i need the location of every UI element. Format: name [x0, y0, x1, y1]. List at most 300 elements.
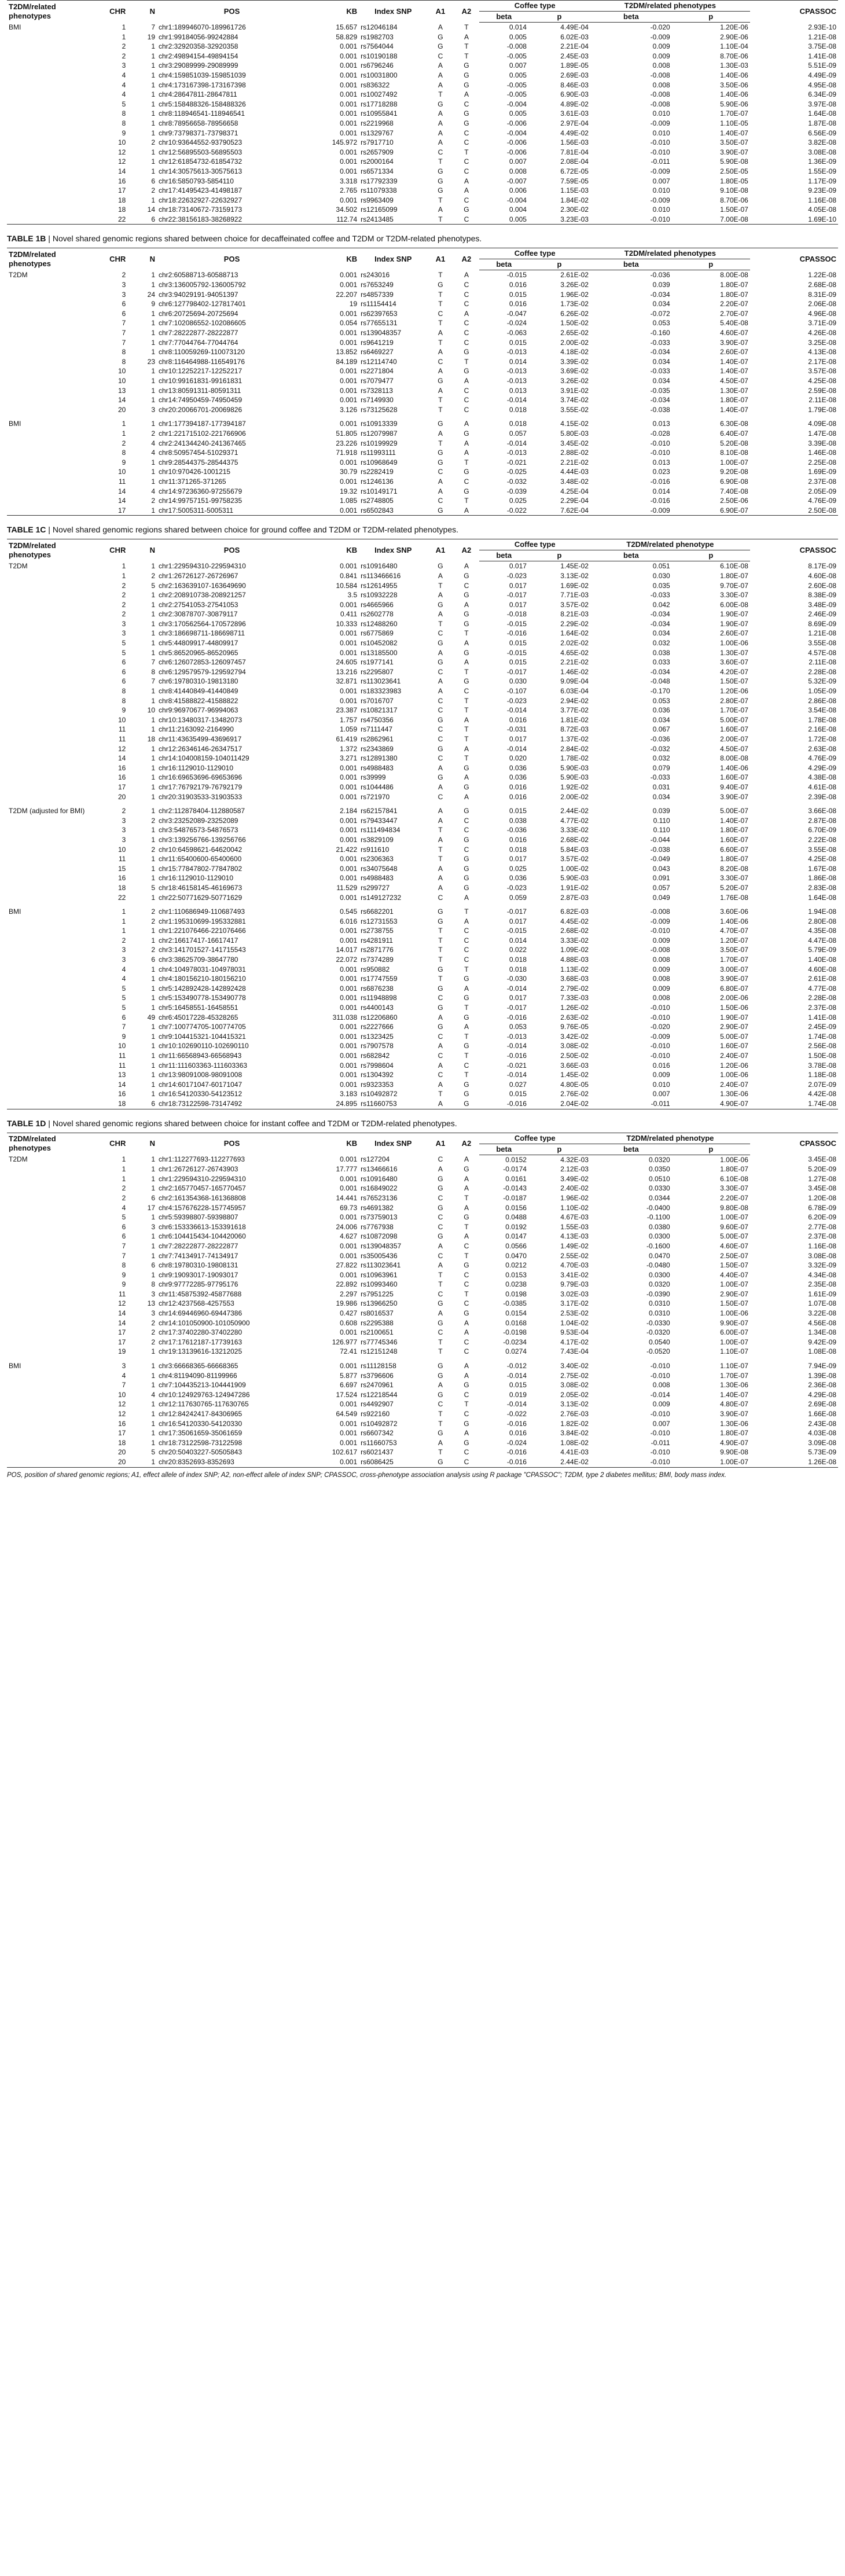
phenotype-label [7, 883, 95, 893]
table-cell: 1.40E-07 [720, 1390, 748, 1399]
table-cell: rs12079987 [361, 429, 398, 438]
table-cell: 0.001 [340, 1155, 358, 1164]
table-cell: 0.005 [479, 215, 528, 225]
phenotype-label [7, 167, 95, 177]
table-cell: 16 [117, 1090, 126, 1098]
phenotype-label [7, 1409, 95, 1419]
table-cell: 0.001 [340, 71, 358, 79]
table-cell: chr8:118946541-118946541 [159, 109, 245, 118]
phenotype-label [7, 1041, 95, 1051]
table-row [7, 1357, 838, 1371]
phenotype-label [7, 1328, 95, 1337]
phenotype-label [7, 1212, 95, 1222]
table-cell: 10 [117, 367, 126, 376]
table-cell: 2 [151, 816, 156, 825]
table-cell: 0.016 [509, 835, 527, 844]
table-cell: 1.46E-02 [560, 667, 589, 676]
table-row [7, 1232, 838, 1241]
table-cell: C [438, 893, 443, 902]
table-cell: 9.80E-08 [720, 1203, 748, 1212]
table-cell: 10 [117, 138, 126, 147]
table-cell: 0.005 [509, 71, 527, 79]
table-row [7, 395, 838, 405]
table-cell: 4.29E-08 [808, 1390, 836, 1399]
table-cell: 1 [151, 600, 156, 609]
table-cell: 0.009 [652, 936, 670, 945]
table-cell: 8.70E-06 [720, 196, 748, 204]
table-cell: chr1:177394187-177394187 [159, 420, 246, 428]
table-cell: 1.80E-07 [720, 855, 748, 863]
table-cell: 3.00E-07 [720, 965, 748, 973]
table-cell: 24.895 [307, 1099, 359, 1109]
table-cell: 5 [122, 1213, 126, 1222]
table-cell: 2.36E-08 [808, 1381, 836, 1390]
table-cell: C [464, 845, 469, 854]
table-cell: 17 [117, 186, 126, 195]
table-cell: 0.001 [340, 629, 358, 638]
table-cell: chr1:189946070-189961726 [159, 23, 246, 31]
table-cell: 0.008 [652, 80, 670, 89]
table-cell: chr4:159851039-159851039 [159, 71, 246, 79]
table-cell: 1 [122, 1165, 126, 1174]
table-cell: 1 [151, 1438, 156, 1447]
table-cell: 7.94E-09 [808, 1362, 836, 1370]
table-row [7, 965, 838, 975]
table-cell: 1.34E-08 [808, 1328, 836, 1337]
table-1b-caption: | Novel shared genomic regions shared between choice for decaffeinated coffee and T2DM or T2DM-related phenotypes. [46, 234, 482, 244]
table-cell: G [464, 487, 469, 495]
table-cell: 1 [151, 281, 155, 289]
table-cell: -0.008 [650, 71, 670, 79]
table-cell: 1.60E-07 [720, 725, 748, 734]
table-cell: 4.60E-07 [720, 329, 748, 337]
table-cell: C [464, 386, 469, 395]
table-cell: 2 [122, 1193, 126, 1202]
table-cell: chr13:98091008-98091008 [159, 1071, 243, 1079]
table-cell: 3.60E-07 [720, 658, 748, 667]
table-1a-continued [7, 0, 838, 225]
table-cell: 84.189 [336, 357, 358, 366]
table-cell: 3.22E-08 [808, 1309, 836, 1318]
table-cell: A [438, 648, 443, 657]
table-cell: 1 [151, 167, 155, 175]
table-cell: rs12731553 [361, 917, 398, 925]
table-cell: 1.40E-07 [720, 816, 748, 825]
table-cell: 1.05E-09 [808, 687, 836, 696]
table-cell: G [438, 600, 443, 609]
table-row [7, 1318, 838, 1328]
table-cell: 0.009 [652, 1071, 670, 1079]
table-cell: chr17:41495423-41498187 [159, 186, 243, 195]
table-cell: -0.016 [650, 477, 670, 486]
table-cell: 18 [147, 735, 156, 743]
table-cell: chr4:157676228-157745957 [159, 1203, 246, 1212]
table-cell: 16 [117, 874, 126, 883]
table-row [7, 357, 838, 367]
table-cell: 0.018 [509, 420, 527, 428]
phenotype-label [7, 657, 95, 667]
table-cell: 0.0470 [505, 1251, 527, 1260]
table-cell: 3 [122, 290, 126, 299]
table-cell: 0.018 [509, 965, 527, 973]
table-cell: 2.00E-02 [560, 338, 589, 347]
table-cell: 1 [151, 696, 156, 705]
table-cell: -0.008 [650, 946, 670, 954]
table-cell: A [438, 835, 443, 844]
table-cell: rs836322 [361, 80, 390, 89]
phenotype-label [7, 52, 95, 61]
table-cell: chr2:161354368-161368808 [159, 1193, 246, 1202]
table-cell: C [464, 196, 469, 204]
table-cell: rs2100651 [361, 1328, 394, 1337]
table-cell: 1.10E-02 [560, 1203, 589, 1212]
table-cell: G [464, 975, 469, 983]
table-row [7, 376, 838, 386]
table-cell: 1 [151, 1241, 156, 1250]
phenotype-label [7, 873, 95, 883]
table-cell: A [464, 1232, 469, 1241]
table-cell: 4.38E-08 [808, 773, 836, 782]
table-cell: 311.038 [332, 1013, 358, 1021]
table-cell: chr8:50957454-51029371 [159, 449, 238, 457]
table-cell: G [438, 1174, 443, 1183]
table-cell: 0.023 [652, 468, 670, 476]
table-cell: G [438, 167, 443, 175]
table-cell: 1 [151, 1381, 156, 1390]
table-row [7, 763, 838, 773]
table-1c-title [7, 524, 838, 535]
table-cell: 4.70E-03 [560, 1261, 589, 1270]
table-cell: 4 [122, 1371, 126, 1380]
table-cell: G [464, 883, 469, 892]
table-cell: 0.841 [340, 571, 358, 580]
table-cell: 0.013 [652, 420, 670, 428]
table-cell: G [464, 648, 469, 657]
table-cell: chr9:19093017-19093017 [159, 1270, 238, 1279]
table-cell: 13 [147, 1299, 156, 1308]
table-row [7, 405, 838, 415]
phenotype-label [7, 42, 95, 52]
table-cell: 2.80E-08 [808, 917, 836, 925]
table-cell: chr3:94029191-94051397 [159, 290, 238, 299]
phenotype-label [7, 1232, 95, 1241]
table-cell: 0.018 [509, 405, 527, 414]
table-cell: 0.0310 [649, 1309, 670, 1318]
table-cell: 3.318 [340, 177, 358, 185]
table-cell: 0.001 [340, 874, 358, 883]
table-cell: 1 [151, 754, 156, 763]
table-cell: 2.68E-02 [560, 927, 589, 935]
phenotype-label [7, 864, 95, 874]
table-cell: -0.023 [506, 571, 527, 580]
table-cell: 1 [151, 639, 156, 648]
table-row [7, 792, 838, 802]
table-cell: T [438, 90, 443, 99]
table-cell: 2.21E-02 [560, 458, 589, 466]
table-cell: chr4:180156210-180156210 [159, 975, 246, 983]
table-row [7, 32, 838, 42]
phenotype-label [7, 376, 95, 386]
table-cell: rs9963409 [361, 196, 394, 204]
table-row [7, 458, 838, 468]
table-cell: C [464, 1410, 469, 1418]
phenotype-label [7, 328, 95, 338]
table-cell: 1.10E-05 [720, 119, 748, 127]
table-cell: 1.50E-07 [720, 205, 748, 214]
table-cell: chr8:78956658-78956658 [159, 119, 238, 127]
column-header: CPASSOC [750, 248, 838, 270]
table-cell: T [464, 725, 469, 734]
table-cell: -0.033 [650, 367, 670, 376]
table-cell: 1.08E-08 [808, 1347, 836, 1356]
table-cell: 2.25E-08 [808, 458, 836, 466]
table-cell: 6 [151, 1261, 156, 1270]
table-cell: -0.005 [506, 80, 527, 89]
table-cell: T [464, 458, 469, 466]
table-cell: 6.00E-08 [720, 600, 748, 609]
phenotype-label [7, 917, 95, 927]
table-cell: 8.70E-06 [720, 52, 748, 60]
table-cell: 0.016 [509, 281, 527, 289]
phenotype-label: BMI [9, 23, 21, 31]
table-row [7, 590, 838, 600]
column-header: beta [479, 550, 528, 561]
table-cell: 3.57E-08 [808, 367, 836, 376]
table-cell: -0.004 [506, 128, 527, 137]
table-cell: A [438, 109, 443, 118]
table-cell: -0.036 [506, 826, 527, 835]
table-cell: 6 [122, 300, 126, 308]
table-row [7, 1003, 838, 1013]
table-cell: 102.617 [332, 1448, 358, 1457]
table-cell: 64.549 [336, 1410, 358, 1418]
table-cell: 0.005 [509, 32, 527, 41]
table-cell: 0.001 [340, 1270, 358, 1279]
table-cell: G [464, 1419, 469, 1428]
phenotype-label [7, 177, 95, 186]
table-cell: 1 [151, 1042, 156, 1050]
column-header: N [127, 1, 157, 23]
table-cell: 3.57E-02 [560, 855, 589, 863]
table-cell: 1 [151, 975, 156, 983]
table-cell: 2 [122, 52, 126, 60]
table-cell: 5 [122, 639, 126, 648]
phenotype-label [7, 1193, 95, 1203]
table-cell: 2.20E-07 [720, 300, 748, 308]
table-cell: 1.76E-08 [720, 893, 748, 902]
table-cell: 0.016 [509, 300, 527, 308]
phenotype-label [7, 1174, 95, 1184]
table-cell: rs7907578 [361, 1042, 394, 1050]
table-cell: 0.0153 [505, 1270, 527, 1279]
phenotype-label [7, 1289, 95, 1299]
table-cell: T [464, 1004, 469, 1012]
table-cell: C [438, 1251, 443, 1260]
table-cell: C [464, 319, 469, 328]
table-cell: 1 [127, 1457, 157, 1467]
table-cell: 1 [151, 792, 156, 801]
table-cell: rs7951225 [361, 1289, 394, 1298]
table-cell: 0.001 [340, 109, 358, 118]
table-cell: 18 [117, 196, 126, 204]
table-cell: 0.0161 [505, 1174, 527, 1183]
table-cell: 13.852 [336, 348, 358, 357]
table-cell: 1.00E-06 [720, 1155, 748, 1164]
table-1b-label: TABLE 1B [7, 234, 46, 244]
table-cell: 0.001 [340, 1174, 358, 1183]
phenotype-label [7, 338, 95, 348]
table-cell: 5.877 [340, 1371, 358, 1380]
table-cell: rs10199929 [361, 439, 398, 447]
table-cell: 1.64E-08 [808, 109, 836, 118]
table-cell: 1.21E-08 [808, 629, 836, 638]
table-cell: 49 [147, 1013, 156, 1021]
table-cell: chr4:28647811-28647811 [159, 90, 237, 99]
table-cell: 4.05E-08 [808, 205, 836, 214]
table-row [7, 854, 838, 864]
table-cell: -0.022 [479, 506, 528, 516]
table-cell: 3.23E-03 [528, 215, 590, 225]
table-row [7, 945, 838, 955]
table-cell: rs7016707 [361, 696, 394, 705]
table-cell: -0.1100 [646, 1213, 670, 1222]
table-cell: C [464, 956, 469, 964]
table-1b-title [7, 233, 838, 244]
table-cell: 72.41 [340, 1347, 358, 1356]
table-cell: 1.69E-02 [560, 581, 589, 590]
table-row [7, 1261, 838, 1270]
table-cell: 27.822 [336, 1261, 358, 1270]
table-cell: 0.001 [340, 927, 358, 935]
table-cell: 4.89E-02 [560, 100, 589, 108]
table-cell: C [438, 309, 443, 318]
table-cell: 5.90E-03 [560, 773, 589, 782]
table-cell: 0.007 [509, 157, 527, 166]
table-cell: A [464, 449, 469, 457]
table-cell: rs721970 [361, 792, 390, 801]
table-cell: 5.32E-09 [808, 677, 836, 686]
table-cell: T [464, 1400, 469, 1409]
table-cell: 4.20E-07 [720, 667, 748, 676]
table-row [7, 984, 838, 994]
table-cell: 3.90E-07 [720, 975, 748, 983]
table-cell: chr3:136005792-136005792 [159, 281, 246, 289]
table-row [7, 744, 838, 754]
table-cell: -0.034 [650, 396, 670, 405]
table-cell: rs2748805 [361, 497, 394, 505]
table-cell: 1 [151, 562, 156, 571]
table-cell: -0.032 [506, 477, 527, 486]
table-row [7, 902, 838, 917]
table-cell: 4.15E-02 [560, 420, 589, 428]
table-cell: 1 [151, 396, 155, 405]
table-cell: -0.0198 [503, 1328, 527, 1337]
table-cell: A [464, 1371, 469, 1380]
table-cell: G [464, 855, 469, 863]
table-cell: -0.010 [650, 927, 670, 935]
table-cell: rs1982703 [361, 32, 394, 41]
table-cell: 1.10E-07 [720, 1362, 748, 1370]
table-cell: 1.78E-08 [808, 715, 836, 724]
table-cell: 1.60E-07 [720, 835, 748, 844]
table-cell: -0.1600 [646, 1241, 670, 1250]
table-cell: 4 [122, 975, 126, 983]
table-cell: 1.00E-06 [720, 1309, 748, 1318]
table-cell: G [464, 61, 469, 70]
table-cell: 0.025 [509, 497, 527, 505]
table-cell: -0.024 [506, 1438, 527, 1447]
table-cell: -0.010 [650, 439, 670, 447]
table-cell: 4.60E-07 [720, 1241, 748, 1250]
table-cell: 1.41E-08 [808, 52, 836, 60]
table-row [7, 366, 838, 376]
table-cell: -0.023 [506, 696, 527, 705]
table-cell: 15 [117, 864, 126, 873]
table-cell: 5 [122, 1004, 126, 1012]
table-cell: 1 [151, 629, 156, 638]
table-cell: chr17:17612187-17739163 [159, 1337, 243, 1346]
table-cell: 3.66E-03 [560, 1061, 589, 1070]
table-cell: 0.0154 [505, 1309, 527, 1318]
table-cell: G [438, 177, 443, 185]
table-cell: T [438, 300, 443, 308]
table-cell: A [438, 1080, 443, 1089]
table-cell: 2.83E-08 [808, 883, 836, 892]
table-row [7, 338, 838, 348]
table-cell: chr10:64598621-64620042 [159, 845, 243, 854]
table-cell: 0.031 [652, 782, 670, 791]
column-header: p [672, 259, 750, 270]
table-cell: 1.085 [340, 497, 358, 505]
table-cell: 20 [117, 792, 126, 801]
table-cell: 1.10E-07 [720, 1347, 748, 1356]
table-cell: G [464, 994, 469, 1002]
table-cell: chr5:86520965-86520965 [159, 648, 238, 657]
table-cell: 1.40E-06 [720, 763, 748, 772]
table-cell: 19 [349, 300, 358, 308]
table-cell: 0.006 [509, 186, 527, 195]
table-row [7, 309, 838, 319]
table-cell: A [438, 1061, 443, 1070]
table-cell: 1 [122, 32, 126, 41]
table-cell: chr15:77847802-77847802 [159, 864, 243, 873]
table-cell: C [438, 1032, 443, 1041]
table-cell: 5.20E-08 [720, 439, 748, 447]
table-cell: -0.004 [506, 100, 527, 108]
table-cell: 2.63E-08 [808, 744, 836, 753]
table-cell: C [464, 1241, 469, 1250]
table-cell: T [464, 629, 469, 638]
table-cell: 2.21E-02 [560, 658, 589, 667]
table-cell: 0.608 [340, 1318, 358, 1327]
table-cell: 10.584 [336, 581, 358, 590]
table-row [7, 414, 838, 429]
column-header: p [672, 1144, 750, 1155]
table-cell: 1.55E-03 [560, 1222, 589, 1231]
table-cell: rs10916480 [361, 1174, 398, 1183]
table-cell: 23.387 [336, 706, 358, 715]
table-cell: T [464, 696, 469, 705]
table-row [7, 1013, 838, 1023]
table-cell: 1 [151, 42, 155, 51]
table-cell: 2 [151, 845, 156, 854]
table-cell: 8 [151, 667, 156, 676]
table-cell: chr10:93644552-93790523 [159, 138, 243, 147]
table-cell: 14 [117, 1080, 126, 1089]
table-cell: 3.40E-02 [560, 1362, 589, 1370]
table-cell: 0.009 [652, 984, 670, 993]
phenotype-label [7, 744, 95, 754]
